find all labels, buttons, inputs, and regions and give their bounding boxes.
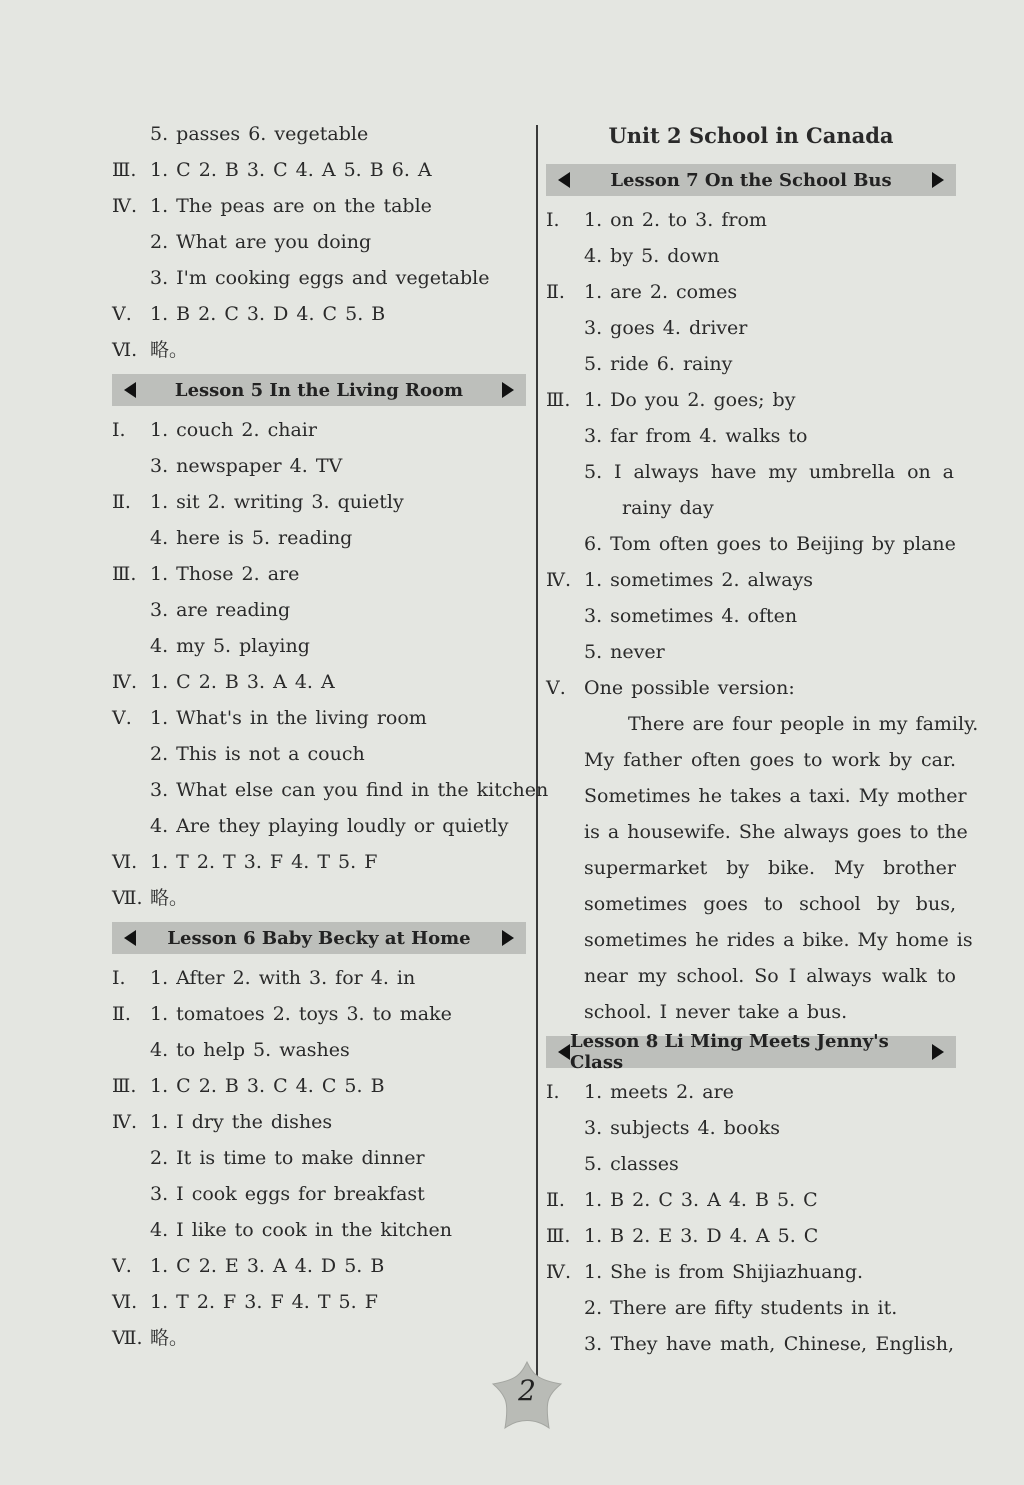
answer-text: 1. sit 2. writing 3. quietly: [150, 491, 404, 513]
section-numeral: Ⅳ.: [546, 569, 572, 591]
essay-line: [546, 922, 973, 958]
arrow-left-icon: [124, 382, 136, 398]
answer-line: [546, 1146, 956, 1182]
answer-line: [112, 260, 526, 296]
answer-text: 1. Do you 2. goes; by: [584, 389, 796, 411]
answer-line: [112, 880, 526, 916]
answer-text: 1. T 2. F 3. F 4. T 5. F: [150, 1291, 378, 1313]
answer-text: 5. classes: [584, 1153, 679, 1175]
lesson6-answers: [112, 960, 526, 1356]
answer-line: [112, 1032, 526, 1068]
arrow-right-icon: [502, 930, 514, 946]
answer-text: 1. on 2. to 3. from: [584, 209, 767, 231]
answer-text: 3. What else can you find in the kitchen: [150, 779, 549, 801]
answer-text: 2. There are fifty students in it.: [584, 1297, 898, 1319]
essay-line: [546, 958, 956, 994]
answer-text: 略。: [150, 339, 189, 361]
answer-line: [112, 664, 526, 700]
answer-line: [112, 296, 526, 332]
lesson5-answers: [112, 412, 549, 916]
answer-text: 3. newspaper 4. TV: [150, 455, 343, 477]
right-column: [546, 116, 979, 1362]
answer-line: [112, 1176, 526, 1212]
arrow-left-icon: [558, 1044, 570, 1060]
answer-line: [546, 202, 956, 238]
answer-text: 3. goes 4. driver: [584, 317, 748, 339]
section-numeral: Ⅵ.: [112, 1291, 138, 1313]
answer-text: 1. T 2. T 3. F 4. T 5. F: [150, 851, 378, 873]
answer-text: 1. sometimes 2. always: [584, 569, 814, 591]
lesson6-banner: [112, 922, 526, 954]
answer-text: 1. The peas are on the table: [150, 195, 432, 217]
section-numeral: Ⅱ.: [112, 491, 131, 513]
answer-line: [112, 960, 526, 996]
section-numeral: Ⅲ.: [112, 159, 137, 181]
answer-line: [112, 332, 526, 368]
essay-text: is a housewife. She always goes to the: [584, 821, 968, 843]
answer-line: [112, 628, 526, 664]
answer-line: [112, 116, 526, 152]
answer-text: 1. meets 2. are: [584, 1081, 734, 1103]
section-numeral: Ⅲ.: [546, 1225, 571, 1247]
answer-text: 3. I cook eggs for breakfast: [150, 1183, 425, 1205]
answer-text: 4. by 5. down: [584, 245, 720, 267]
answer-text: 1. B 2. E 3. D 4. A 5. C: [584, 1225, 819, 1247]
answer-line: [546, 670, 956, 706]
previous-lesson-answers: [112, 116, 526, 368]
answer-line: [112, 1068, 526, 1104]
section-numeral: Ⅰ.: [112, 967, 126, 989]
answer-line: [546, 562, 956, 598]
answer-line: [546, 310, 956, 346]
answer-line: [112, 592, 526, 628]
answer-line: [546, 1182, 956, 1218]
essay-text: There are four people in my family.: [628, 713, 979, 735]
answer-text: 1. Those 2. are: [150, 563, 300, 585]
essay-text: Sometimes he takes a taxi. My mother: [584, 785, 967, 807]
section-numeral: Ⅴ.: [112, 1255, 132, 1277]
answer-line: [112, 556, 526, 592]
answer-line: [546, 634, 956, 670]
section-numeral: Ⅶ.: [112, 1327, 143, 1349]
answer-text: 3. I'm cooking eggs and vegetable: [150, 267, 490, 289]
answer-text: 略。: [150, 1327, 189, 1349]
answer-line: [546, 490, 956, 526]
answer-text: rainy day: [622, 497, 714, 519]
answer-text: 1. She is from Shijiazhuang.: [584, 1261, 864, 1283]
essay-line: [546, 994, 956, 1030]
essay-line: [546, 814, 968, 850]
essay-line: [546, 778, 967, 814]
answer-text: 1. are 2. comes: [584, 281, 738, 303]
arrow-right-icon: [932, 172, 944, 188]
answer-text: 1. tomatoes 2. toys 3. to make: [150, 1003, 452, 1025]
lesson8-title: Lesson 8 Li Ming Meets Jenny's Class: [570, 1031, 889, 1073]
answer-text: 1. C 2. E 3. A 4. D 5. B: [150, 1255, 385, 1277]
answer-line: [112, 412, 526, 448]
section-numeral: Ⅵ.: [112, 339, 138, 361]
answer-line: [112, 1140, 526, 1176]
arrow-left-icon: [558, 172, 570, 188]
essay-line: [546, 742, 956, 778]
section-numeral: Ⅱ.: [546, 281, 565, 303]
answer-text: 2. What are you doing: [150, 231, 372, 253]
lesson5-title: Lesson 5 In the Living Room: [174, 379, 464, 401]
answer-line: [546, 418, 956, 454]
column-divider: [536, 125, 538, 1390]
section-numeral: Ⅲ.: [112, 1075, 137, 1097]
section-numeral: Ⅲ.: [112, 563, 137, 585]
answer-text: 3. subjects 4. books: [584, 1117, 780, 1139]
essay-text: sometimes goes to school by bus,: [584, 893, 956, 915]
essay-line: [546, 706, 979, 742]
answer-text: 1. B 2. C 3. A 4. B 5. C: [584, 1189, 818, 1211]
answer-line: [546, 1326, 956, 1362]
section-numeral: Ⅴ.: [546, 677, 566, 699]
answer-line: [546, 1254, 956, 1290]
answer-text: 2. This is not a couch: [150, 743, 365, 765]
arrow-right-icon: [932, 1044, 944, 1060]
answer-line: [112, 520, 526, 556]
section-numeral: Ⅴ.: [112, 303, 132, 325]
answer-line: [112, 996, 526, 1032]
answer-line: [546, 454, 956, 490]
lesson6-title: Lesson 6 Baby Becky at Home: [167, 927, 471, 949]
section-numeral: Ⅰ.: [546, 209, 560, 231]
arrow-right-icon: [502, 382, 514, 398]
answer-line: [546, 598, 956, 634]
answer-text: 3. far from 4. walks to: [584, 425, 808, 447]
section-numeral: Ⅶ.: [112, 887, 143, 909]
answer-line: [546, 1110, 956, 1146]
answer-line: [112, 188, 526, 224]
essay-line: [546, 850, 956, 886]
lesson8-answers: [546, 1074, 956, 1362]
answer-text: 5. passes 6. vegetable: [150, 123, 369, 145]
answer-text: 3. sometimes 4. often: [584, 605, 798, 627]
section-numeral: Ⅵ.: [112, 851, 138, 873]
answer-line: [112, 1320, 526, 1356]
answer-line: [112, 1212, 526, 1248]
answer-text: 2. It is time to make dinner: [150, 1147, 425, 1169]
answer-text: One possible version:: [584, 677, 795, 699]
answer-text: 1. After 2. with 3. for 4. in: [150, 967, 416, 989]
essay-text: school. I never take a bus.: [584, 1001, 848, 1023]
answer-line: [112, 448, 526, 484]
section-numeral: Ⅲ.: [546, 389, 571, 411]
section-numeral: Ⅰ.: [112, 419, 126, 441]
answer-text: 1. C 2. B 3. A 4. A: [150, 671, 335, 693]
answer-line: [112, 772, 549, 808]
answer-text: 5. I always have my umbrella on a: [584, 461, 954, 483]
answer-text: 1. C 2. B 3. C 4. A 5. B 6. A: [150, 159, 432, 181]
answer-line: [112, 808, 526, 844]
answer-line: [112, 700, 526, 736]
answer-text: 1. I dry the dishes: [150, 1111, 333, 1133]
answer-text: 4. my 5. playing: [150, 635, 310, 657]
answer-line: [112, 224, 526, 260]
answer-line: [112, 152, 526, 188]
answer-line: [112, 844, 526, 880]
answer-line: [112, 736, 526, 772]
essay-text: supermarket by bike. My brother: [584, 857, 956, 879]
answer-text: 4. here is 5. reading: [150, 527, 353, 549]
essay-text: My father often goes to work by car.: [584, 749, 956, 771]
answer-line: [546, 1290, 956, 1326]
page-number: 2: [518, 1374, 536, 1407]
answer-text: 4. to help 5. washes: [150, 1039, 350, 1061]
answer-text: 3. They have math, Chinese, English,: [584, 1333, 954, 1355]
answer-line: [112, 1248, 526, 1284]
answer-text: 5. never: [584, 641, 665, 663]
answer-line: [546, 526, 956, 562]
lesson7-answers: [546, 202, 956, 706]
lesson7-title: Lesson 7 On the School Bus: [610, 169, 892, 191]
essay-line: [546, 886, 956, 922]
answer-text: 1. couch 2. chair: [150, 419, 317, 441]
lesson7-banner: [546, 164, 956, 196]
lesson8-banner: [546, 1031, 956, 1073]
section-numeral: Ⅳ.: [112, 195, 138, 217]
answer-text: 1. What's in the living room: [150, 707, 427, 729]
section-numeral: Ⅳ.: [546, 1261, 572, 1283]
answer-text: 5. ride 6. rainy: [584, 353, 733, 375]
unit-title: Unit 2 School in Canada: [608, 123, 894, 148]
page-number-star: [489, 1358, 565, 1434]
lesson5-banner: [112, 374, 526, 406]
answer-text: 1. B 2. C 3. D 4. C 5. B: [150, 303, 386, 325]
answer-line: [546, 1074, 956, 1110]
answer-text: 3. are reading: [150, 599, 291, 621]
left-column: [112, 116, 549, 1356]
answer-text: 略。: [150, 887, 189, 909]
essay-text: sometimes he rides a bike. My home is: [584, 929, 973, 951]
answer-line: [112, 1284, 526, 1320]
answer-line: [546, 382, 956, 418]
section-numeral: Ⅱ.: [112, 1003, 131, 1025]
lesson7-essay: [546, 706, 979, 1030]
answer-line: [112, 1104, 526, 1140]
answer-text: 6. Tom often goes to Beijing by plane: [584, 533, 956, 555]
answer-text: 4. I like to cook in the kitchen: [150, 1219, 452, 1241]
section-numeral: Ⅱ.: [546, 1189, 565, 1211]
answer-line: [112, 484, 526, 520]
answer-line: [546, 238, 956, 274]
essay-text: near my school. So I always walk to: [584, 965, 956, 987]
answer-line: [546, 1218, 956, 1254]
answer-line: [546, 274, 956, 310]
section-numeral: Ⅴ.: [112, 707, 132, 729]
answer-line: [546, 346, 956, 382]
section-numeral: Ⅳ.: [112, 1111, 138, 1133]
answer-text: 1. C 2. B 3. C 4. C 5. B: [150, 1075, 385, 1097]
arrow-left-icon: [124, 930, 136, 946]
section-numeral: Ⅳ.: [112, 671, 138, 693]
section-numeral: Ⅰ.: [546, 1081, 560, 1103]
answer-text: 4. Are they playing loudly or quietly: [150, 815, 509, 837]
